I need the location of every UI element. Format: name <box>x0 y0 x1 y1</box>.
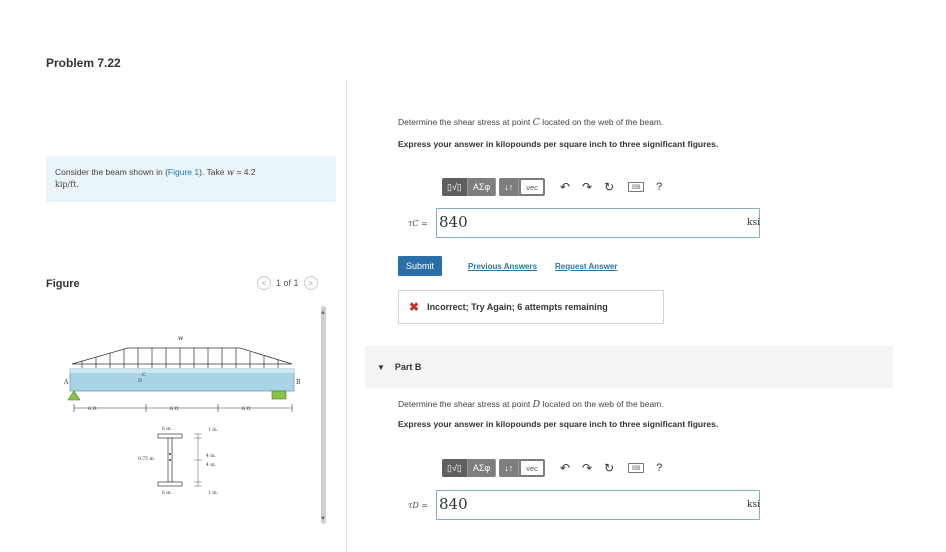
part-a-answer-label: τC = <box>408 218 428 228</box>
part-a-answer-input[interactable]: 840 <box>436 208 760 238</box>
help-icon[interactable]: ? <box>656 181 663 193</box>
undo-icon[interactable]: ↶ <box>559 180 570 194</box>
w-value: = 4.2 <box>234 167 256 177</box>
problem-pane <box>0 0 346 552</box>
dim-top-flange: 6 in. <box>162 427 173 432</box>
part-a-math-toolbar <box>442 178 662 196</box>
intro-text-2: ). Take <box>199 167 227 177</box>
figure-link[interactable]: Figure 1 <box>167 167 200 177</box>
keyboard-icon-b[interactable]: ⌨ <box>628 463 644 473</box>
template-group-b <box>442 459 496 477</box>
prev-figure-button[interactable]: < <box>257 276 271 290</box>
template-button-b[interactable]: ▯√▯ <box>442 459 468 477</box>
arrows-button-b[interactable]: ↓↑ <box>499 459 519 477</box>
figure-pager <box>257 276 318 290</box>
keyboard-icon[interactable]: ⌨ <box>628 182 644 192</box>
undo-icon-b[interactable]: ↶ <box>559 461 570 475</box>
span-dimension-lines <box>74 404 292 412</box>
pin-support-a <box>68 391 80 400</box>
greek-button-b[interactable]: ΑΣφ <box>468 459 496 477</box>
part-a-instruction: Express your answer in kilopounds per square inch to three significant figures. <box>398 139 719 149</box>
support-label-a: A <box>64 379 69 386</box>
section-dimension-lines <box>194 434 202 486</box>
distributed-load <box>72 348 292 364</box>
part-a-question-text: Determine the shear stress at point <box>398 117 533 127</box>
part-a-unit: ksi <box>747 218 760 228</box>
template-group <box>442 178 496 196</box>
problem-title: Problem 7.22 <box>46 56 121 70</box>
chevron-down-icon[interactable]: ▼ <box>377 362 385 372</box>
feedback-text: Incorrect; Try Again; 6 attempts remaining <box>427 302 608 312</box>
vector-group-b <box>499 459 545 477</box>
section-point-d <box>169 459 171 461</box>
reset-icon-b[interactable]: ↻ <box>604 461 615 475</box>
dim-top-flange-thickness: 1 in. <box>208 428 219 433</box>
support-label-b: B <box>296 379 300 386</box>
redo-icon-b[interactable]: ↷ <box>582 461 593 475</box>
figure-scrollbar[interactable] <box>321 306 326 524</box>
part-a-point: C <box>532 117 540 128</box>
part-b-title: Part B <box>394 362 422 372</box>
point-label-d: D <box>138 378 143 384</box>
help-icon-b[interactable]: ? <box>656 462 663 474</box>
vec-button[interactable]: vec <box>521 180 543 194</box>
beam-highlight <box>70 369 294 373</box>
template-button[interactable]: ▯√▯ <box>442 178 468 196</box>
load-label-w: w <box>178 335 184 342</box>
figure-label: Figure <box>46 278 80 290</box>
part-b-question-text: Determine the shear stress at point <box>398 399 533 409</box>
dim-bottom-flange-thickness: 1 in. <box>208 491 219 496</box>
section-point-c <box>169 453 171 455</box>
previous-answers-link[interactable]: Previous Answers <box>468 262 538 271</box>
dim-web-lower: 4 in. <box>206 463 217 468</box>
part-a-question-end: located on the web of the beam. <box>539 117 664 127</box>
part-b-question-end: located on the web of the beam. <box>540 399 664 409</box>
beam-figure <box>60 330 300 500</box>
part-b-point: D <box>532 399 541 410</box>
part-a-question <box>398 117 663 128</box>
incorrect-icon: ✖ <box>409 300 420 314</box>
span3-label: 6 ft <box>242 406 251 412</box>
greek-button[interactable]: ΑΣφ <box>468 178 496 196</box>
submit-button[interactable]: Submit <box>398 256 442 276</box>
part-b-unit: ksi <box>747 500 760 510</box>
request-answer-link[interactable]: Request Answer <box>555 262 618 271</box>
dim-web-upper: 4 in. <box>206 454 217 459</box>
pane-divider <box>346 80 347 552</box>
problem-intro <box>46 156 336 202</box>
w-unit: kip/ft. <box>55 180 79 190</box>
part-b-header[interactable] <box>365 346 893 388</box>
part-b-answer-row <box>408 490 760 520</box>
arrows-button[interactable]: ↓↑ <box>499 178 519 196</box>
w-symbol: w <box>226 168 235 178</box>
part-b-answer-label: τD = <box>408 500 429 510</box>
intro-text: Consider the beam shown in ( <box>55 167 168 177</box>
reset-icon[interactable]: ↻ <box>604 180 615 194</box>
redo-icon[interactable]: ↷ <box>582 180 593 194</box>
vector-group <box>499 178 545 196</box>
part-b-instruction: Express your answer in kilopounds per square inch to three significant figures. <box>398 419 719 429</box>
dim-bottom-flange: 6 in. <box>162 491 173 496</box>
scroll-up-icon[interactable]: ▲ <box>320 310 326 316</box>
figure-page-count: 1 of 1 <box>276 278 299 288</box>
span1-label: 6 ft <box>88 406 97 412</box>
part-a-answer-row <box>408 208 760 238</box>
vec-button-b[interactable]: vec <box>521 461 543 475</box>
span2-label: 6 ft <box>170 406 179 412</box>
part-b-answer-input[interactable]: 840 <box>436 490 760 520</box>
scroll-down-icon[interactable]: ▼ <box>320 516 326 522</box>
part-a-feedback <box>398 290 664 324</box>
part-b-question <box>398 399 664 410</box>
roller-support-b <box>272 391 286 399</box>
dim-web-thickness: 0.75 in. <box>138 457 156 462</box>
part-b-math-toolbar <box>442 459 662 477</box>
next-figure-button[interactable]: > <box>304 276 318 290</box>
point-label-c: C <box>142 372 146 378</box>
